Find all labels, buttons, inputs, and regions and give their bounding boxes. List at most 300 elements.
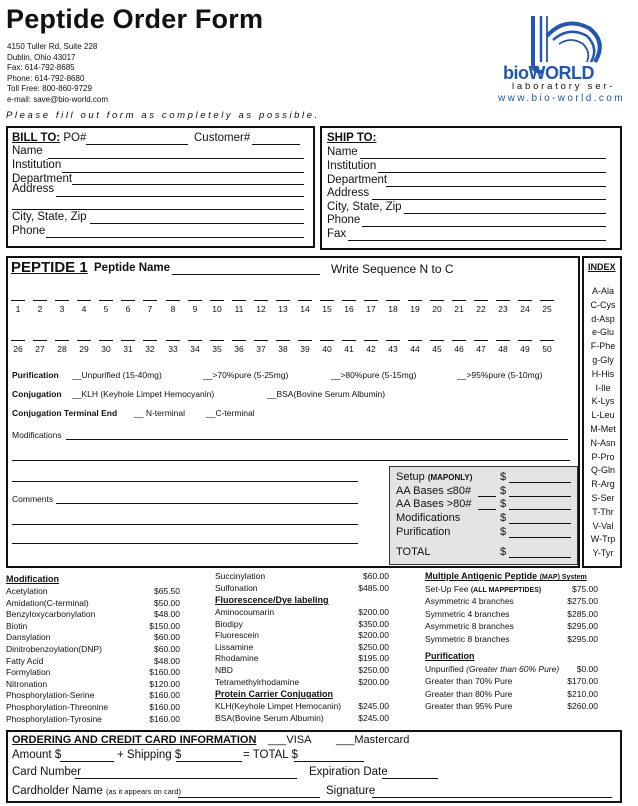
sequence-blank[interactable]: [342, 340, 356, 341]
price-item-price: $195.00: [358, 653, 389, 664]
index-item: g-Gly: [592, 355, 614, 365]
price-item-price: $200.00: [358, 607, 389, 617]
sequence-blank[interactable]: [188, 340, 202, 341]
sequence-blank[interactable]: [99, 300, 113, 301]
ship-phone-field[interactable]: [362, 226, 606, 227]
price-item-name: Nitronation: [6, 678, 48, 689]
bill-city-label: City, State, Zip: [12, 211, 87, 223]
conjugation-label: Conjugation: [12, 389, 62, 399]
sequence-blank[interactable]: [474, 340, 488, 341]
comments-label: Comments: [12, 494, 54, 504]
price-item-name: Amidation(C-terminal): [6, 597, 89, 608]
sequence-blank[interactable]: [276, 340, 290, 341]
purification-option-95[interactable]: __>95%pure (5-10mg): [457, 370, 543, 380]
purif-item: [425, 664, 559, 674]
sequence-position: 17: [366, 304, 376, 314]
sequence-position: 9: [192, 304, 198, 314]
purification-option-70[interactable]: __>70%pure (5-25mg): [203, 370, 289, 380]
bill-institution-field[interactable]: [62, 172, 304, 173]
currency-symbol: $: [500, 512, 507, 524]
sequence-blank[interactable]: [143, 300, 157, 301]
sequence-position: 28: [57, 344, 67, 354]
purif-item-price: $210.00: [567, 688, 598, 699]
modifications-field-2[interactable]: [12, 460, 570, 461]
sequence-position: 29: [79, 344, 89, 354]
total-label: = TOTAL $: [243, 749, 298, 761]
price-item-price: $250.00: [358, 641, 389, 652]
form-instruction: Please fill out form as completely as possible.: [6, 110, 320, 121]
sequence-position: 15: [322, 304, 332, 314]
setup-label: [396, 471, 472, 483]
index-item: K-Lys: [591, 396, 615, 407]
map-heading: [425, 571, 587, 581]
price-item-name: Dinitrobenzoylation(DNP): [6, 644, 102, 654]
payment-heading: ORDERING AND CREDIT CARD INFORMATION: [12, 734, 257, 746]
sequence-blank[interactable]: [540, 300, 554, 301]
index-item: A-Ala: [591, 286, 614, 296]
index-item: e-Glu: [591, 327, 614, 338]
sequence-position: 1: [15, 304, 21, 314]
price-item-price: $245.00: [358, 701, 389, 711]
website-link[interactable]: www.bio-world.com: [498, 93, 625, 104]
conjugation-option-bsa[interactable]: __BSA(Bovine Serum Albumin): [267, 389, 386, 399]
sequence-position: 38: [278, 344, 288, 354]
purification-label: Purification: [12, 370, 59, 380]
sequence-position: 39: [300, 344, 310, 354]
sequence-blank[interactable]: [386, 300, 400, 301]
purif-item-note: (Greater than 60% Pure): [466, 664, 560, 674]
purif-item-name: Greater than 95% Pure: [425, 701, 513, 712]
expiration-label: Expiration Date: [309, 766, 388, 778]
sequence-blank[interactable]: [166, 340, 180, 341]
cardholder-note: (as it appears on card): [105, 787, 182, 796]
sequence-blank[interactable]: [474, 300, 488, 301]
setup-text: Setup: [396, 471, 425, 483]
sequence-blank[interactable]: [320, 300, 334, 301]
purif-item: [425, 676, 512, 686]
amount-field[interactable]: [509, 496, 571, 497]
bill-address-label: Address: [12, 183, 55, 195]
map-item-price: $275.00: [567, 596, 598, 607]
sequence-blank[interactable]: [77, 300, 91, 301]
index-item: T-Thr: [592, 506, 614, 517]
map-item: [425, 634, 510, 644]
address-line: Toll Free: 800-860-9729: [7, 84, 92, 93]
terminal-option-n[interactable]: __ N-terminal: [134, 408, 186, 418]
ship-institution-field[interactable]: [378, 172, 606, 173]
sequence-position: 33: [168, 344, 178, 354]
bill-name-field[interactable]: [48, 158, 304, 159]
sequence-blank[interactable]: [166, 300, 180, 301]
company-address: [7, 42, 108, 105]
index-item: d-Asp: [591, 313, 615, 324]
purif-item-name: Unpurified: [425, 664, 464, 674]
price-item-price: $48.00: [154, 609, 180, 620]
index-item: I-Ile: [595, 382, 611, 393]
purification-option-80[interactable]: __>80%pure (5-15mg): [331, 370, 417, 380]
modification-heading: Modification: [6, 574, 59, 584]
address-line: Fax: 614-792-8685: [7, 63, 75, 72]
sequence-position: 14: [300, 304, 310, 314]
terminal-label: Conjugation Terminal End: [12, 408, 118, 418]
comments-line-4[interactable]: [12, 543, 358, 544]
bill-to-heading: [12, 132, 86, 144]
sequence-blank[interactable]: [496, 300, 510, 301]
price-item-name: KLH(Keyhole Limpet Hemocanin): [215, 701, 342, 711]
write-sequence-label: Write Sequence N to C: [331, 262, 454, 276]
price-item-name: Phosphorylation-Threonine: [6, 702, 109, 712]
price-item-name: Biodipy: [215, 618, 243, 629]
sequence-blank[interactable]: [298, 300, 312, 301]
map-item-name: Asymmetric 4 branches: [425, 596, 514, 607]
peptide-name-label: Peptide Name: [94, 262, 171, 274]
sequence-blank[interactable]: [232, 300, 246, 301]
price-item-price: $160.00: [149, 667, 180, 678]
sequence-position: 3: [59, 304, 65, 314]
sequence-blank[interactable]: [452, 340, 466, 341]
shipping-field[interactable]: [176, 761, 242, 762]
price-item-name: Succinylation: [215, 571, 266, 581]
sequence-position: 43: [388, 344, 398, 354]
sequence-position: 22: [476, 304, 486, 314]
address-line: Phone: 614-792-8680: [7, 73, 85, 83]
sequence-position: 23: [498, 304, 508, 314]
map-item: [425, 584, 541, 594]
price-item-name: Tetramethylrhodamine: [215, 676, 300, 687]
map-item-note: (ALL MAPPEPTIDES): [470, 587, 542, 594]
amount-label: Amount $: [12, 749, 62, 761]
modifications-field[interactable]: [66, 439, 568, 440]
sequence-position: 6: [125, 304, 131, 314]
purif-item-name: Greater than 80% Pure: [425, 688, 513, 699]
ship-institution-label: Institution: [327, 160, 377, 172]
sequence-position: 10: [212, 304, 222, 314]
sequence-blank[interactable]: [298, 340, 312, 341]
ship-fax-label: Fax: [327, 228, 347, 240]
sequence-position: 25: [542, 304, 552, 314]
price-item-name: NBD: [215, 665, 233, 675]
sequence-blank[interactable]: [430, 340, 444, 341]
card-number-label: Card Number: [12, 766, 82, 778]
sequence-position: 18: [388, 304, 398, 314]
ship-department-label: Department: [327, 174, 388, 186]
price-item-name: Lissamine: [215, 641, 254, 652]
price-item-price: $50.00: [154, 597, 180, 608]
sequence-blank[interactable]: [188, 300, 202, 301]
sequence-blank[interactable]: [254, 340, 268, 341]
sequence-blank[interactable]: [430, 300, 444, 301]
ship-address-field[interactable]: [372, 199, 606, 200]
ship-to-heading: SHIP TO:: [327, 132, 377, 144]
purif-heading: Purification: [425, 651, 475, 661]
price-item-price: $245.00: [358, 712, 389, 723]
sequence-blank[interactable]: [452, 300, 466, 301]
bill-institution-label: Institution: [12, 159, 62, 171]
map-item: [425, 596, 514, 606]
sequence-blank[interactable]: [121, 300, 135, 301]
price-item-price: $65.50: [154, 586, 180, 596]
purif-item-price: $170.00: [567, 676, 598, 687]
total-field[interactable]: [294, 761, 364, 762]
sequence-position: 49: [520, 344, 530, 354]
price-item-price: $200.00: [358, 630, 389, 641]
index-item: H-His: [591, 368, 615, 379]
ship-city-field[interactable]: [404, 213, 606, 214]
ship-phone-label: Phone: [327, 214, 361, 226]
logo-wordmark: bioWORLD: [503, 63, 594, 83]
index-item: F-Phe: [590, 341, 616, 352]
customer-label: Customer#: [194, 132, 251, 144]
bill-to-label: BILL TO:: [12, 132, 61, 144]
bill-phone-label: Phone: [12, 225, 46, 237]
index-item: Q-Gln: [590, 465, 615, 476]
sequence-blank[interactable]: [518, 340, 532, 341]
price-item-price: $60.00: [154, 644, 180, 654]
map-item-name: Set-Up Fee: [425, 584, 469, 594]
price-item-name: Dansylation: [6, 632, 51, 643]
sequence-blank[interactable]: [232, 340, 246, 341]
sequence-position: 11: [234, 304, 244, 314]
comments-line-1[interactable]: [12, 481, 358, 482]
sequence-blank[interactable]: [121, 340, 135, 341]
sequence-blank[interactable]: [364, 300, 378, 301]
amount-field[interactable]: [509, 537, 571, 538]
sequence-position: 24: [520, 304, 530, 314]
sequence-position: 16: [344, 304, 354, 314]
aa-le-count-field[interactable]: [478, 496, 496, 497]
peptide-heading: [11, 259, 88, 276]
sequence-position: 12: [256, 304, 266, 314]
price-item-name: Fluorescein: [215, 630, 259, 641]
price-item-price: $48.00: [154, 655, 180, 666]
sequence-blank[interactable]: [276, 300, 290, 301]
sequence-position: 42: [366, 344, 376, 354]
cardholder-label: [12, 785, 181, 797]
sequence-blank[interactable]: [386, 340, 400, 341]
purif-item: [425, 701, 512, 711]
sequence-position: 8: [170, 304, 176, 314]
sequence-blank[interactable]: [11, 300, 25, 301]
sequence-position: 46: [454, 344, 464, 354]
sequence-position: 31: [123, 344, 133, 354]
index-item: V-Val: [592, 520, 614, 531]
amount-field[interactable]: [509, 482, 571, 483]
map-item-price: $295.00: [567, 633, 598, 644]
bill-city-field[interactable]: [90, 223, 304, 224]
sequence-blank[interactable]: [540, 340, 554, 341]
sequence-blank[interactable]: [33, 300, 47, 301]
sequence-position: 45: [432, 344, 442, 354]
sequence-position: 13: [278, 304, 288, 314]
purif-item-price: $0.00: [576, 664, 598, 674]
price-item-name: Aminocoumarin: [215, 607, 275, 617]
map-item: [425, 621, 514, 631]
sequence-blank[interactable]: [408, 300, 422, 301]
purification-option-unpurified[interactable]: __Unpurified (15-40mg): [72, 370, 162, 380]
conjugation-option-klh[interactable]: __KLH (Keyhole Limpet Hemocyanin): [72, 389, 215, 399]
purif-item-price: $260.00: [567, 701, 598, 712]
cardholder-field[interactable]: [178, 797, 320, 798]
bill-department-label: Department: [12, 173, 73, 185]
cardholder-text: Cardholder Name: [12, 785, 103, 797]
map-heading-text: Multiple Antigenic Peptide: [425, 571, 538, 581]
price-item-name: Biotin: [6, 620, 28, 631]
carrier-heading: Protein Carrier Conjugation: [215, 689, 334, 699]
peptide-name-field[interactable]: [172, 274, 320, 275]
bill-address-field-2[interactable]: [12, 209, 304, 210]
index-item: P-Pro: [591, 451, 615, 462]
sequence-blank[interactable]: [77, 340, 91, 341]
price-item-name: Sulfonation: [215, 582, 258, 593]
price-item-name: Fatty Acid: [6, 655, 44, 666]
sequence-blank[interactable]: [11, 340, 25, 341]
sequence-blank[interactable]: [210, 300, 224, 301]
price-item-price: $200.00: [358, 676, 389, 687]
comments-line-3[interactable]: [12, 524, 358, 525]
map-item-name: Asymmetric 8 branches: [425, 621, 514, 632]
amount-field[interactable]: [60, 761, 114, 762]
sequence-position: 47: [476, 344, 486, 354]
price-item-price: $150.00: [149, 620, 180, 631]
summary-purification-label: Purification: [396, 526, 451, 538]
mastercard-option[interactable]: ___Mastercard: [336, 734, 410, 746]
sequence-position: 30: [101, 344, 111, 354]
amount-field[interactable]: [509, 509, 571, 510]
price-item-name: Acetylation: [6, 586, 48, 596]
price-item-name: Benzyloxycarbonylation: [6, 609, 96, 620]
map-item-price: $285.00: [567, 608, 598, 619]
index-heading: INDEX: [588, 262, 616, 272]
sequence-blank[interactable]: [364, 340, 378, 341]
ship-city-label: City, State, Zip: [327, 201, 402, 213]
address-line: 4150 Tuller Rd, Suite 228: [7, 42, 98, 51]
price-item-price: $160.00: [149, 713, 180, 724]
setup-note: (MAPONLY): [427, 473, 473, 482]
aa-gt-label: AA Bases >80#: [396, 498, 472, 510]
address-line: Dublin, Ohio 43017: [7, 52, 76, 62]
map-item-name: Symmetric 8 branches: [425, 633, 510, 644]
sequence-position: 41: [344, 344, 354, 354]
bill-phone-field[interactable]: [46, 237, 304, 238]
signature-field[interactable]: [372, 797, 612, 798]
amount-field[interactable]: [509, 557, 571, 558]
aa-gt-count-field[interactable]: [478, 509, 496, 510]
sequence-blank[interactable]: [408, 340, 422, 341]
sequence-position: 32: [145, 344, 155, 354]
price-item-name: Rhodamine: [215, 653, 259, 664]
expiration-field[interactable]: [382, 778, 438, 779]
sequence-position: 48: [498, 344, 508, 354]
sequence-position: 5: [103, 304, 109, 314]
peptide-number: 1: [79, 259, 88, 276]
address-line: e-mail: save@bio-world.com: [7, 94, 109, 104]
purif-item: [425, 689, 512, 699]
sequence-position: 50: [542, 344, 552, 354]
comments-field[interactable]: [56, 503, 358, 504]
price-item-price: $120.00: [149, 678, 180, 689]
sequence-position: 21: [454, 304, 464, 314]
index-item: N-Asn: [590, 437, 616, 448]
price-item-price: $60.00: [154, 632, 180, 643]
index-item: R-Arg: [591, 479, 615, 490]
price-item-price: $485.00: [358, 582, 389, 593]
sequence-blank[interactable]: [320, 340, 334, 341]
sequence-position: 20: [432, 304, 442, 314]
price-item-name: BSA(Bovine Serum Albumin): [215, 712, 324, 723]
sequence-position: 36: [234, 344, 244, 354]
currency-symbol: $: [500, 526, 507, 538]
sequence-blank[interactable]: [55, 340, 69, 341]
price-item-price: $350.00: [358, 618, 389, 629]
ship-fax-field[interactable]: [348, 240, 606, 241]
visa-option[interactable]: ___VISA: [268, 734, 312, 746]
index-item: Y-Tyr: [592, 548, 614, 559]
map-item: [425, 609, 510, 619]
purif-item-name: Greater than 70% Pure: [425, 676, 513, 687]
sequence-position: 19: [410, 304, 420, 314]
price-item-price: $60.00: [363, 571, 389, 581]
currency-symbol: $: [500, 546, 507, 558]
sequence-blank[interactable]: [55, 300, 69, 301]
sequence-position: 40: [322, 344, 332, 354]
modifications-label: Modifications: [12, 430, 62, 440]
summary-total-label: TOTAL: [396, 546, 431, 558]
customer-field[interactable]: [252, 144, 300, 145]
logo-subtitle: laboratory ser-: [512, 81, 616, 92]
price-item-price: $160.00: [149, 690, 180, 701]
ship-name-label: Name: [327, 146, 358, 158]
map-item-name: Symmetric 4 branches: [425, 608, 510, 619]
sequence-blank[interactable]: [496, 340, 510, 341]
sequence-position: 4: [81, 304, 87, 314]
po-label: PO#: [63, 132, 87, 144]
sequence-position: 37: [256, 344, 266, 354]
price-item-price: $160.00: [149, 702, 180, 712]
sequence-blank[interactable]: [518, 300, 532, 301]
amount-field[interactable]: [509, 523, 571, 524]
map-heading-small: (MAP) System: [539, 574, 587, 581]
card-number-field[interactable]: [75, 778, 297, 779]
ship-name-field[interactable]: [360, 158, 606, 159]
page-title: Peptide Order Form: [6, 4, 264, 34]
sequence-blank[interactable]: [33, 340, 47, 341]
ship-address-label: Address: [327, 187, 370, 199]
sequence-position: 35: [212, 344, 222, 354]
index-item: M-Met: [590, 424, 616, 434]
bill-department-field[interactable]: [72, 184, 304, 185]
bill-address-field[interactable]: [56, 196, 304, 197]
price-item-name: Phosphorylation-Tyrosine: [6, 713, 102, 724]
summary-modifications-label: Modifications: [396, 512, 461, 524]
sequence-blank[interactable]: [210, 340, 224, 341]
map-item-price: $75.00: [572, 584, 598, 594]
aa-le-label: AA Bases ≤80#: [396, 485, 472, 497]
ship-department-field[interactable]: [386, 186, 606, 187]
price-item-name: Phosphorylation-Serine: [6, 690, 95, 701]
terminal-option-c[interactable]: __C-terminal: [206, 408, 255, 418]
sequence-blank[interactable]: [342, 300, 356, 301]
sequence-position: 27: [35, 344, 45, 354]
sequence-position: 34: [190, 344, 200, 354]
shipping-label: + Shipping $: [117, 749, 182, 761]
po-field[interactable]: [86, 144, 188, 145]
sequence-blank[interactable]: [254, 300, 268, 301]
sequence-blank[interactable]: [143, 340, 157, 341]
price-item-name: Formylation: [6, 667, 51, 678]
sequence-position: 26: [13, 344, 23, 354]
sequence-blank[interactable]: [99, 340, 113, 341]
peptide-heading-label: PEPTIDE: [11, 259, 76, 276]
